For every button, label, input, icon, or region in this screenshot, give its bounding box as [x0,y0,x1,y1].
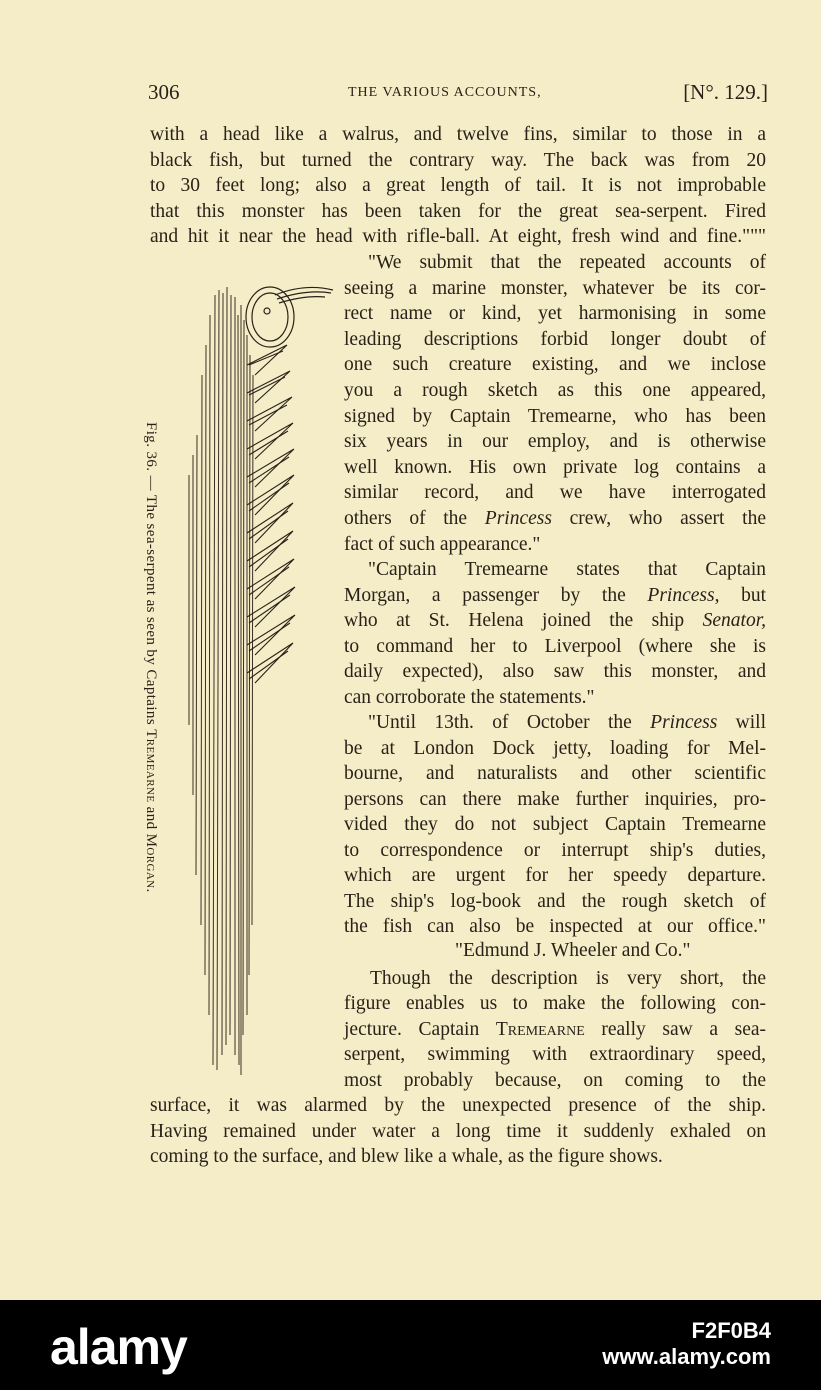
text-line: the fish can also be inspected at our office." [344,916,766,937]
captain-name: Tremearne [495,1019,585,1040]
text-line: bourne, and naturalists and other scientific [344,763,766,784]
running-title: THE VARIOUS ACCOUNTS, [348,85,542,100]
text-line: surface, it was alarmed by the unexpected presence of the ship. [150,1095,766,1116]
sea-serpent-illustration [175,275,340,1075]
text-line: seeing a marine monster, whatever be its cor- [344,278,766,299]
text-line: which are urgent for her speedy departure. [344,865,766,886]
text-line: six years in our employ, and is otherwise [344,431,766,452]
ship-name: Senator, [702,610,766,631]
text-line: "Captain Tremearne states that Captain [368,559,766,580]
stock-watermark-bar [0,1300,821,1390]
text-line: fact of such appearance." [344,534,541,555]
alamy-logo: alamy [50,1319,187,1375]
text-line: that this monster has been taken for the great sea-serpent. Fired [150,201,766,222]
text-line: similar record, and we have interrogated [344,482,766,503]
text-line: well known. His own private log contains a [344,457,766,478]
text-line: persons can there make further inquiries, pro- [344,789,766,810]
text-line: you a rough sketch as this one appeared, [344,380,766,401]
text-line: to command her to Liverpool (where she is [344,636,766,657]
figure-caption: Fig. 36. — The sea-serpent as seen by Captains Tremearne and Morgan. [143,422,159,893]
text-line: Though the description is very short, the [370,968,766,989]
text-line: "We submit that the repeated accounts of [368,252,766,273]
ship-name: Princess [647,585,715,606]
text-line: be at London Dock jetty, loading for Mel- [344,738,766,759]
text-line: most probably because, on coming to the [344,1070,766,1091]
text-line: and hit it near the head with rifle-ball. At eight, fresh wind and fine.""" [150,226,766,247]
ship-name: Princess [650,712,718,733]
text-line: one such creature existing, and we inclose [344,354,766,375]
text-line: with a head like a walrus, and twelve fins, similar to those in a [150,124,766,145]
text-line: jecture. Captain Tremearne really saw a sea- [344,1019,767,1040]
image-id: F2F0B4 www.alamy.com [602,1318,771,1369]
text-line: serpent, swimming with extraordinary speed, [344,1044,766,1065]
letter-signature: "Edmund J. Wheeler and Co." [455,940,691,961]
text-line: who at St. Helena joined the ship Senator, [344,610,766,631]
text-line: black fish, but turned the contrary way. The back was from 20 [150,150,766,171]
text-line: leading descriptions forbid longer doubt of [344,329,766,350]
text-line: Having remained under water a long time it suddenly exhaled on [150,1121,766,1142]
site-url: www.alamy.com [602,1344,771,1369]
text-line: can corroborate the statements." [344,687,595,708]
text-line: The ship's log-book and the rough sketch of [344,891,766,912]
ship-name: Princess [484,508,552,529]
text-line: "Until 13th. of October the Princess will [368,712,766,733]
text-line: signed by Captain Tremearne, who has been [344,406,766,427]
text-line: others of the Princess crew, who assert the [344,508,766,529]
text-line: rect name or kind, yet harmonising in some [344,303,766,324]
text-line: figure enables us to make the following con- [344,993,766,1014]
text-line: to correspondence or interrupt ship's duties, [344,840,766,861]
text-line: coming to the surface, and blew like a whale, as the figure shows. [150,1146,663,1167]
text-line: daily expected), also saw this monster, and [344,661,766,682]
item-number: [N°. 129.] [683,80,768,104]
text-line: vided they do not subject Captain Tremearne [344,814,766,835]
page-header [148,80,768,110]
text-line: Morgan, a passenger by the Princess, but [344,585,767,606]
text-line: to 30 feet long; also a great length of tail. It is not improbable [150,175,766,196]
page-number: 306 [148,80,180,104]
